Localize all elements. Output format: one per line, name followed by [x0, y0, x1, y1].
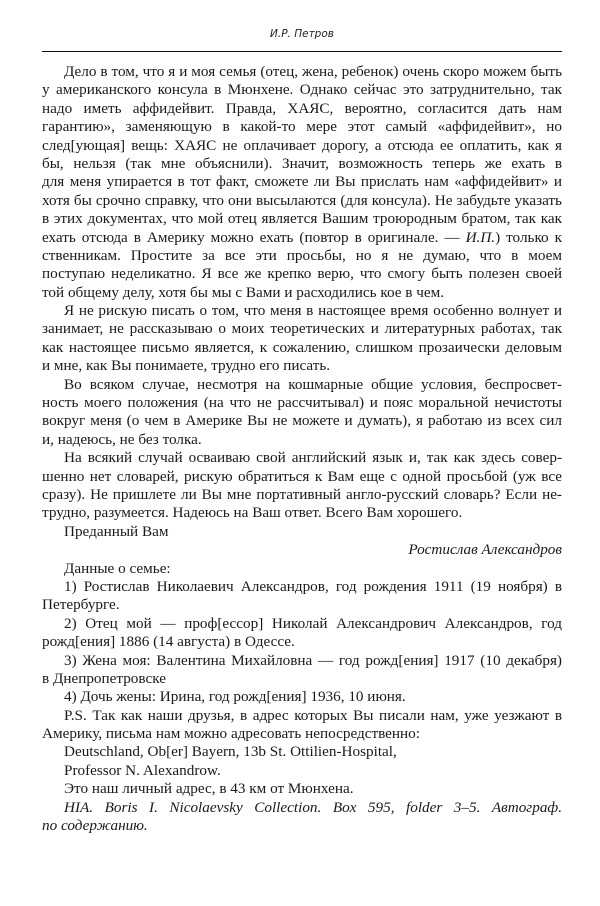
paragraph	[42, 376, 562, 450]
text-line: HIA. Boris I. Nicolaevsky Collection. Box 595, folder 3–5. Автограф.	[64, 798, 562, 816]
text-line: Дело в том, что я и моя семья (отец, жена, ребенок) очень скоро можем быть	[64, 63, 562, 80]
paragraph	[42, 63, 562, 302]
paragraph	[42, 707, 562, 744]
text-segment: ехать отсюда в Америку можно ехать (повтор в оригинале. —	[42, 228, 466, 246]
paragraph	[42, 743, 562, 761]
paragraph	[42, 578, 562, 615]
text-line: Во всяком случае, несмотря на кошмарные общие условия, беспросвет-	[64, 375, 562, 393]
text-line: Deutschland, Ob[er] Bayern, 13b St. Ottilien-Hospital,	[64, 743, 397, 761]
text-line: той общему делу, хотя бы мы с Вами и расходились кое в чем.	[42, 283, 445, 301]
editor-initials: И.П.	[465, 228, 496, 246]
text-line: гарантию», заменяющую в какой-то мере этот самый «аффидейвит», но	[42, 118, 562, 136]
running-header: И.Р. Петров	[270, 28, 334, 40]
text-line: надо иметь аффидейвит. Правда, ХАЯС, вероятно, согласится дать нам	[42, 99, 562, 117]
paragraph	[42, 560, 562, 578]
text-line: занимает, не рассказываю о моих теоретических и литературных работах, так	[42, 320, 562, 338]
paragraph	[42, 762, 562, 780]
text-line: в этих документах, что мой отец является Вашим троюродным братом, так как	[42, 210, 562, 228]
text-line: как настоящее письмо является, к сожалению, слишком прозаически деловым	[42, 338, 562, 356]
text-line: Это наш личный адрес, в 43 км от Мюнхена.	[64, 780, 354, 798]
text-line: Преданный Вам	[64, 522, 169, 540]
text-line: Я не рискую писать о том, что меня в настоящее время особенно волнует и	[64, 302, 562, 320]
text-line: На всякий случай осваиваю свой английский язык и, так как здесь совер-	[64, 449, 562, 467]
text-line: Данные о семье:	[64, 559, 171, 577]
paragraph	[42, 302, 562, 376]
text-line: 2) Отец мой — проф[ессор] Николай Александрович Александров, год	[64, 614, 562, 632]
text-line: ственникам. Простите за все эти просьбы, но я не думаю, что в моем	[42, 246, 562, 264]
text-line: для меня упирается в тот факт, сможете ли Вы прислать нам «аффидейвит» и	[42, 173, 562, 191]
text-line: рожд[ения] 1886 (14 августа) в Одессе.	[42, 633, 295, 651]
text-line: ность моего положения (на что не рассчитывал) и пояс моральной нечистоты	[42, 394, 562, 412]
text-line: и, надеюсь, не без толка.	[42, 430, 202, 448]
text-line: бы, нельзя (так мне объяснили). Значит, возможность теперь же ехать в	[42, 154, 562, 172]
text-line: поступаю неделикатно. Я все же крепко верю, что смогу быть полезен своей	[42, 265, 562, 283]
text-line: у американского консула в Мюнхене. Однако сейчас это затруднительно, так	[42, 81, 562, 99]
text-line: 1) Ростислав Николаевич Александров, год рождения 1911 (19 ноября) в	[64, 577, 562, 595]
text-line: сразу). Не пришлете ли Вы мне портативный англо-русский словарь? Если не-	[42, 485, 562, 503]
text-line: хотя бы срочно справку, что они высылаются (для консула). Не забудьте указать	[42, 191, 562, 209]
paragraph	[42, 652, 562, 689]
paragraph	[42, 780, 562, 798]
text-line: след[ующая] вещь: ХАЯС не оплачивает дорогу, а отсюда ее оплатить, как я	[42, 136, 562, 154]
text-line: Ростислав Александров	[408, 541, 562, 559]
archive-source-note	[42, 799, 562, 836]
text-line: в Днепропетровске	[42, 669, 166, 687]
text-line: Professor N. Alexandrow.	[64, 761, 221, 779]
text-line: Америку, письма нам можно адресовать непосредственно:	[42, 725, 420, 743]
paragraph	[42, 449, 562, 523]
text-line: P.S. Так как наши друзья, в адрес которых Вы писали нам, уже уезжают в	[64, 706, 562, 724]
document-body	[42, 63, 562, 835]
text-segment: ) только к	[495, 228, 562, 246]
text-line: и мне, как Вы понимаете, трудно его писать.	[42, 357, 331, 375]
header-rule	[42, 51, 562, 52]
paragraph	[42, 688, 562, 706]
text-line: 4) Дочь жены: Ирина, год рожд[ения] 1936, 10 июня.	[64, 688, 406, 706]
text-line: вокруг меня (о чем в Америке Вы не можете и думать), я работаю из всех сил	[42, 412, 562, 430]
text-line	[42, 229, 562, 247]
paragraph	[42, 523, 562, 541]
paragraph	[42, 615, 562, 652]
text-line: трудно, разумеется. Надеюсь на Ваш ответ. Всего Вам хорошего.	[42, 504, 463, 522]
text-line: шенно нет словарей, рискую обратиться к Вам еще с одной просьбой (уж все	[42, 467, 562, 485]
text-line: по содержанию.	[42, 817, 148, 835]
text-line: Петербурге.	[42, 596, 120, 614]
signature	[42, 541, 562, 559]
text-line: 3) Жена моя: Валентина Михайловна — год рожд[ения] 1917 (10 декабря)	[64, 651, 562, 669]
